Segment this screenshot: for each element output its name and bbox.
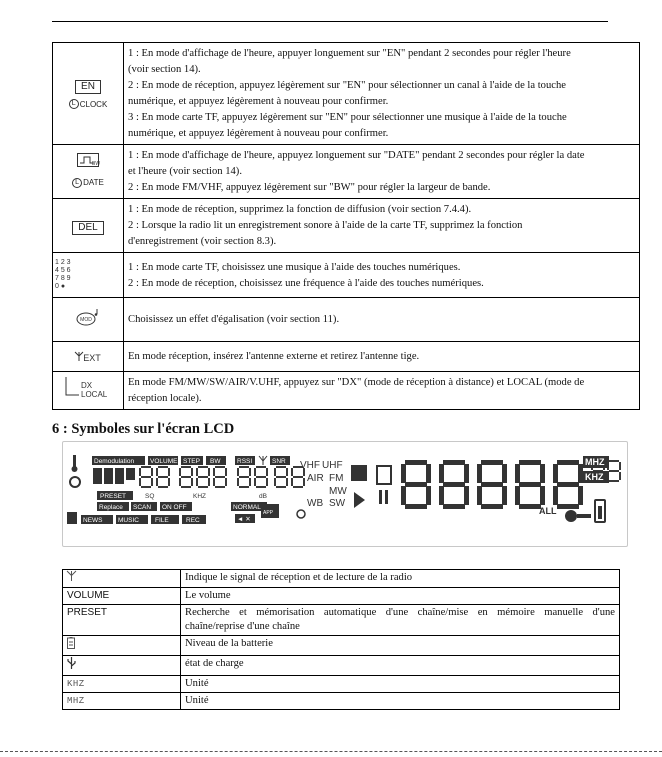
play-icon (354, 492, 365, 508)
description-line: 1 : En mode d'affichage de l'heure, appuyez longuement sur "DATE" pendant 2 secondes pour régler la date (128, 150, 585, 161)
symbol-cell (63, 656, 181, 676)
table-row (63, 693, 620, 710)
symbol-cell: PRESET (63, 605, 181, 636)
svg-text:APP: APP (263, 510, 274, 516)
scan-label: SCAN (133, 504, 152, 511)
volume-label: VOLUME (150, 458, 178, 465)
vhf-label: VHF (300, 460, 320, 471)
mhz-symbol: MHZ (67, 696, 85, 706)
step-label: STEP (183, 458, 200, 465)
bluetooth-icon (377, 466, 391, 484)
lcd-screen-diagram (62, 441, 628, 547)
description-line: numérique, et appuyez légèrement à nouveau pour confirmer. (128, 128, 389, 139)
svg-text:MOD: MOD (80, 317, 92, 323)
symbol-description: Le volume (181, 588, 620, 605)
keypad-row: 0 ● (55, 283, 66, 290)
key-sub-label: CLOCK (79, 99, 108, 109)
description-line: d'enregistrement (voir section 8.3). (128, 236, 277, 247)
pause-icon (379, 490, 382, 504)
play-mode-icon (351, 465, 367, 481)
description-cell (124, 253, 640, 298)
news-label: NEWS (83, 517, 103, 524)
local-label: LOCAL (81, 390, 108, 399)
symbol-cell: VOLUME (63, 588, 181, 605)
table-row (53, 253, 640, 298)
mhz-label: MHZ (585, 457, 605, 467)
en-clock-key-icon (53, 43, 124, 145)
long-press-circle-icon: L (72, 178, 82, 188)
sq-label: SQ (145, 493, 155, 500)
wb-label: WB (307, 498, 324, 509)
description-cell (124, 199, 640, 253)
antenna-icon (67, 571, 76, 581)
table-row (63, 676, 620, 693)
khz-label: KHZ (585, 472, 604, 482)
description-cell (124, 145, 640, 199)
khz-symbol: KHZ (67, 679, 85, 689)
keypad-row: 7 8 9 (55, 275, 71, 282)
lcd-segments (63, 442, 629, 548)
description-line: Choisissez un effet d'égalisation (voir section 11). (128, 314, 340, 325)
bw-label: BW (210, 458, 221, 465)
symbol-description: Indique le signal de réception et de lecture de la radio (181, 570, 620, 588)
description-line: 1 : En mode carte TF, choisissez une musique à l'aide des touches numériques. (128, 261, 461, 273)
del-key-icon (53, 199, 124, 253)
file-label: FILE (155, 517, 169, 524)
footer-rule (0, 751, 662, 752)
battery-icon (67, 637, 75, 649)
mw-label: MW (329, 486, 347, 497)
table-row (53, 372, 640, 410)
dx-local-switch-icon (53, 372, 124, 410)
air-label: AIR (307, 473, 324, 484)
description-line: 1 : En mode d'affichage de l'heure, appuyer longuement sur "EN" pendant 2 secondes pour régler l'heure (128, 48, 571, 59)
demodulation-label: Demodulation (94, 458, 135, 465)
bw-date-key-icon (53, 145, 124, 199)
all-label: ALL (539, 506, 557, 516)
small-digit-display (139, 466, 305, 488)
sd-card-icon (67, 512, 77, 524)
table-row (63, 570, 620, 588)
sun-icon (297, 510, 305, 518)
external-antenna-key-icon (53, 342, 124, 372)
keypad-row: 1 2 3 (55, 259, 71, 266)
description-line: 2 : Lorsque la radio lit un enregistrement sonore à l'aide de la carte TF, supprimez la fonction (128, 220, 523, 231)
key-label: EXT (83, 352, 101, 363)
uhf-label: UHF (322, 460, 343, 471)
symbol-description: état de charge (181, 656, 620, 676)
table-row (63, 588, 620, 605)
music-note-icon (75, 308, 101, 326)
table-row (53, 199, 640, 253)
on-off-label: ON OFF (162, 504, 187, 511)
keypad-row: 4 5 6 (55, 267, 71, 274)
music-label: MUSIC (118, 517, 139, 524)
key-label: DEL (72, 221, 103, 235)
symbol-cell (63, 676, 181, 693)
key-sub-label: DATE (83, 178, 104, 187)
replace-label: Replace (99, 504, 123, 511)
bandwidth-icon (77, 153, 99, 167)
description-line: 3 : En mode carte TF, appuyez légèrement sur "EN" pour sélectionner une musique à l'aide de la touche (128, 112, 567, 123)
rssi-label: RSSI (237, 458, 253, 465)
table-row (53, 342, 640, 372)
dx-label: DX (81, 381, 93, 390)
table-row (63, 656, 620, 676)
numeric-keypad-icon (53, 253, 124, 298)
description-line: 2 : En mode FM/VHF, appuyez légèrement sur "BW" pour régler la largeur de bande. (128, 182, 491, 193)
long-press-circle-icon: L (69, 99, 79, 109)
description-cell (124, 43, 640, 145)
alarm-clock-icon (70, 477, 80, 487)
table-row (53, 43, 640, 145)
symbol-cell (63, 570, 181, 588)
table-row (53, 145, 640, 199)
thermometer-icon (72, 455, 78, 472)
button-functions-table (52, 42, 640, 410)
description-cell (124, 298, 640, 342)
usb-icon (67, 657, 76, 669)
table-row (63, 636, 620, 656)
preset-label: PRESET (100, 493, 127, 500)
symbol-cell (63, 636, 181, 656)
table-row (53, 298, 640, 342)
description-line: et l'heure (voir section 14). (128, 166, 242, 177)
rec-label: REC (186, 517, 200, 524)
fm-label: FM (329, 473, 344, 484)
normal-label: NORMAL (233, 504, 261, 511)
description-line: En mode FM/MW/SW/AIR/V.UHF, appuyez sur "DX" (mode de réception à distance) et LOCAL (mode de (128, 377, 585, 388)
description-line: 1 : En mode de réception, supprimez la fonction de diffusion (voir section 7.4.4). (128, 204, 472, 215)
description-line: réception locale). (128, 393, 202, 404)
khz-small-label: KHZ (193, 493, 206, 500)
sw-label: SW (329, 498, 346, 509)
description-line: numérique, et appuyez légèrement à nouveau pour confirmer. (128, 96, 389, 107)
description-cell (124, 342, 640, 372)
header-rule (52, 21, 608, 22)
key-lock-icon (565, 510, 577, 522)
key-label: EN (75, 80, 101, 94)
section-title: 6 : Symboles sur l'écran LCD (52, 421, 235, 437)
description-line: 2 : En mode de réception, choisissez une fréquence à l'aide des touches numériques. (128, 277, 484, 289)
symbol-description: Recherche et mémorisation automatique d'une chaîne/mise en mémoire manuelle d'une chaîne/reprise d'une chaîne (181, 605, 620, 636)
description-line: En mode réception, insérez l'antenne externe et retirez l'antenne tige. (128, 351, 420, 362)
antenna-icon (259, 456, 267, 465)
description-line: (voir section 14). (128, 64, 201, 75)
symbol-description: Unité (181, 693, 620, 710)
symbol-description: Unité (181, 676, 620, 693)
mod-equalizer-key-icon (53, 298, 124, 342)
snr-label: SNR (272, 458, 286, 465)
svg-text:BW: BW (92, 161, 101, 167)
db-label: dB (259, 493, 267, 500)
mute-icon: ◄ ✕ (237, 516, 251, 523)
symbol-cell (63, 693, 181, 710)
description-line: 2 : En mode de réception, appuyez légèrement sur "EN" pour sélectionner un canal à l'aide de la touche (128, 80, 566, 91)
symbol-description: Niveau de la batterie (181, 636, 620, 656)
big-frequency-display (401, 460, 583, 509)
description-cell (124, 372, 640, 410)
table-row (63, 605, 620, 636)
lcd-symbols-table (62, 569, 620, 710)
